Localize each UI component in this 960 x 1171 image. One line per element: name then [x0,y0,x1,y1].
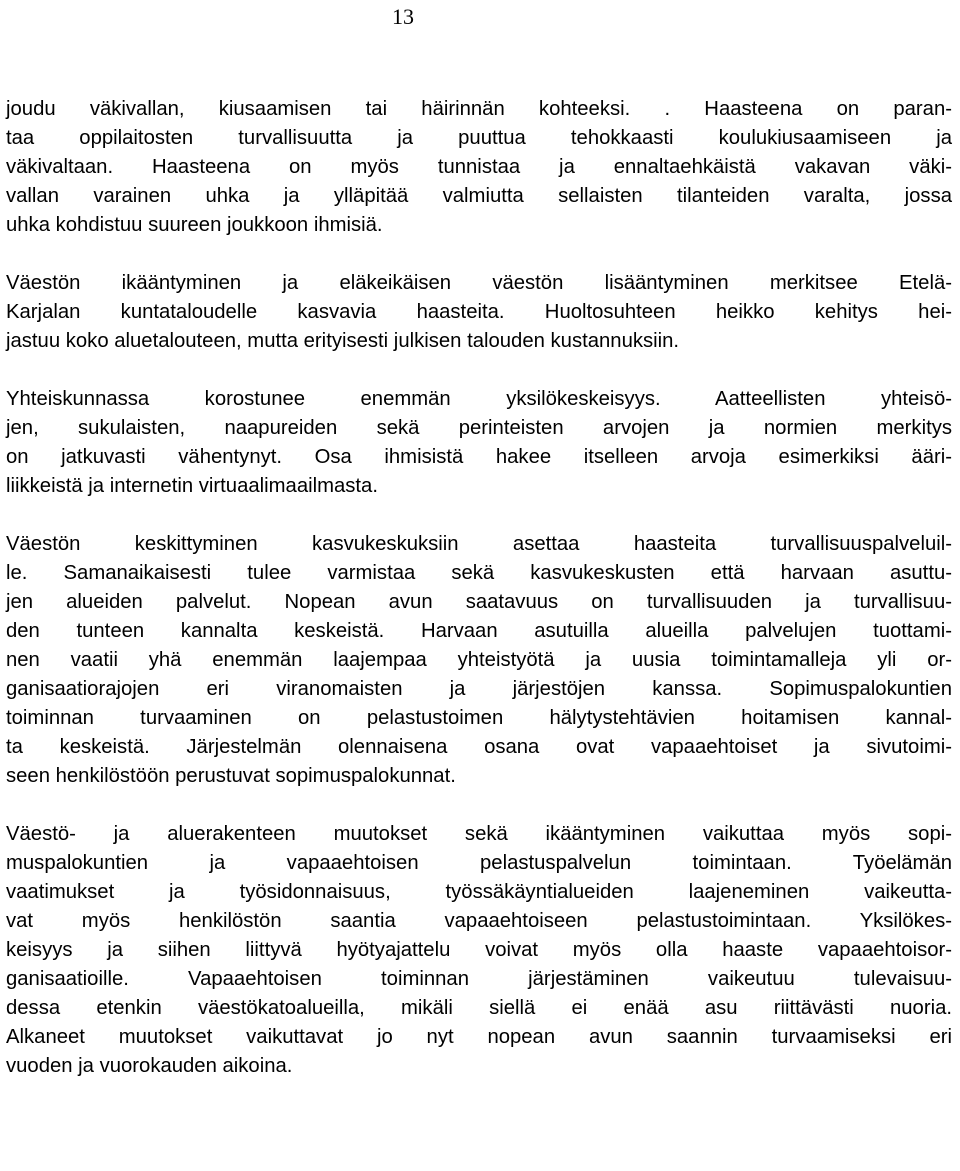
text-line: on jatkuvasti vähentynyt. Osa ihmisistä hakee itselleen arvoja esimerkiksi ääri- [6,446,952,468]
text-line: Alkaneet muutokset vaikuttavat jo nyt nopean avun saannin turvaamiseksi eri [6,1026,952,1048]
text-line: Väestö- ja aluerakenteen muutokset sekä ikääntyminen vaikuttaa myös sopi- [6,823,952,845]
text-line: keisyys ja siihen liittyvä hyötyajattelu voivat myös olla haaste vapaaehtoisor- [6,939,952,961]
text-line: jen, sukulaisten, naapureiden sekä perinteisten arvojen ja normien merkitys [6,417,952,439]
text-line: dessa etenkin väestökatoalueilla, mikäli siellä ei enää asu riittävästi nuoria. [6,997,952,1019]
text-line: den tunteen kannalta keskeistä. Harvaan asutuilla alueilla palvelujen tuottami- [6,620,952,642]
text-line: le. Samanaikaisesti tulee varmistaa sekä kasvukeskusten että harvaan asuttu- [6,562,952,584]
text-line: vallan varainen uhka ja ylläpitää valmiutta sellaisten tilanteiden varalta, jossa [6,185,952,207]
paragraph-volunteer-services [6,820,952,1081]
text-line: toiminnan turvaaminen on pelastustoimen hälytystehtävien hoitamisen kannal- [6,707,952,729]
text-line: joudu väkivallan, kiusaamisen tai häirinnän kohteeksi. . Haasteena on paran- [6,98,952,120]
body-text [6,95,952,1110]
paragraph-school-safety [6,95,952,240]
text-line: liikkeistä ja internetin virtuaalimaailmasta. [6,475,378,497]
text-line: taa oppilaitosten turvallisuutta ja puuttua tehokkaasti koulukiusaamiseen ja [6,127,952,149]
text-line: Karjalan kuntataloudelle kasvavia haasteita. Huoltosuhteen heikko kehitys hei- [6,301,952,323]
text-line: muspalokuntien ja vapaaehtoisen pelastuspalvelun toimintaan. Työelämän [6,852,952,874]
text-line: vat myös henkilöstön saantia vapaaehtoiseen pelastustoimintaan. Yksilökes- [6,910,952,932]
page-number: 13 [392,4,414,29]
text-line: Väestön ikääntyminen ja eläkeikäisen väestön lisääntyminen merkitsee Etelä- [6,272,952,294]
text-line: vaatimukset ja työsidonnaisuus, työssäkäyntialueiden laajeneminen vaikeutta- [6,881,952,903]
paragraph-aging-population [6,269,952,356]
paragraph-individualism [6,385,952,501]
text-line: jastuu koko aluetalouteen, mutta erityisesti julkisen talouden kustannuksiin. [6,330,680,352]
text-line: seen henkilöstöön perustuvat sopimuspalokunnat. [6,765,456,787]
text-line: nen vaatii yhä enemmän laajempaa yhteistyötä ja uusia toimintamalleja yli or- [6,649,952,671]
text-line: väkivaltaan. Haasteena on myös tunnistaa ja ennaltaehkäistä vakavan väki- [6,156,952,178]
text-line: vuoden ja vuorokauden aikoina. [6,1055,293,1077]
text-line: jen alueiden palvelut. Nopean avun saatavuus on turvallisuuden ja turvallisuu- [6,591,952,613]
text-line: Väestön keskittyminen kasvukeskuksiin asettaa haasteita turvallisuuspalveluil- [6,533,952,555]
text-line: uhka kohdistuu suureen joukkoon ihmisiä. [6,214,383,236]
text-line: ta keskeistä. Järjestelmän olennaisena osana ovat vapaaehtoiset ja sivutoimi- [6,736,952,758]
paragraph-urbanization [6,530,952,791]
text-line: Yhteiskunnassa korostunee enemmän yksilökeskeisyys. Aatteellisten yhteisö- [6,388,952,410]
text-line: ganisaatioille. Vapaaehtoisen toiminnan järjestäminen vaikeutuu tulevaisuu- [6,968,952,990]
text-line: ganisaatiorajojen eri viranomaisten ja järjestöjen kanssa. Sopimuspalokuntien [6,678,952,700]
